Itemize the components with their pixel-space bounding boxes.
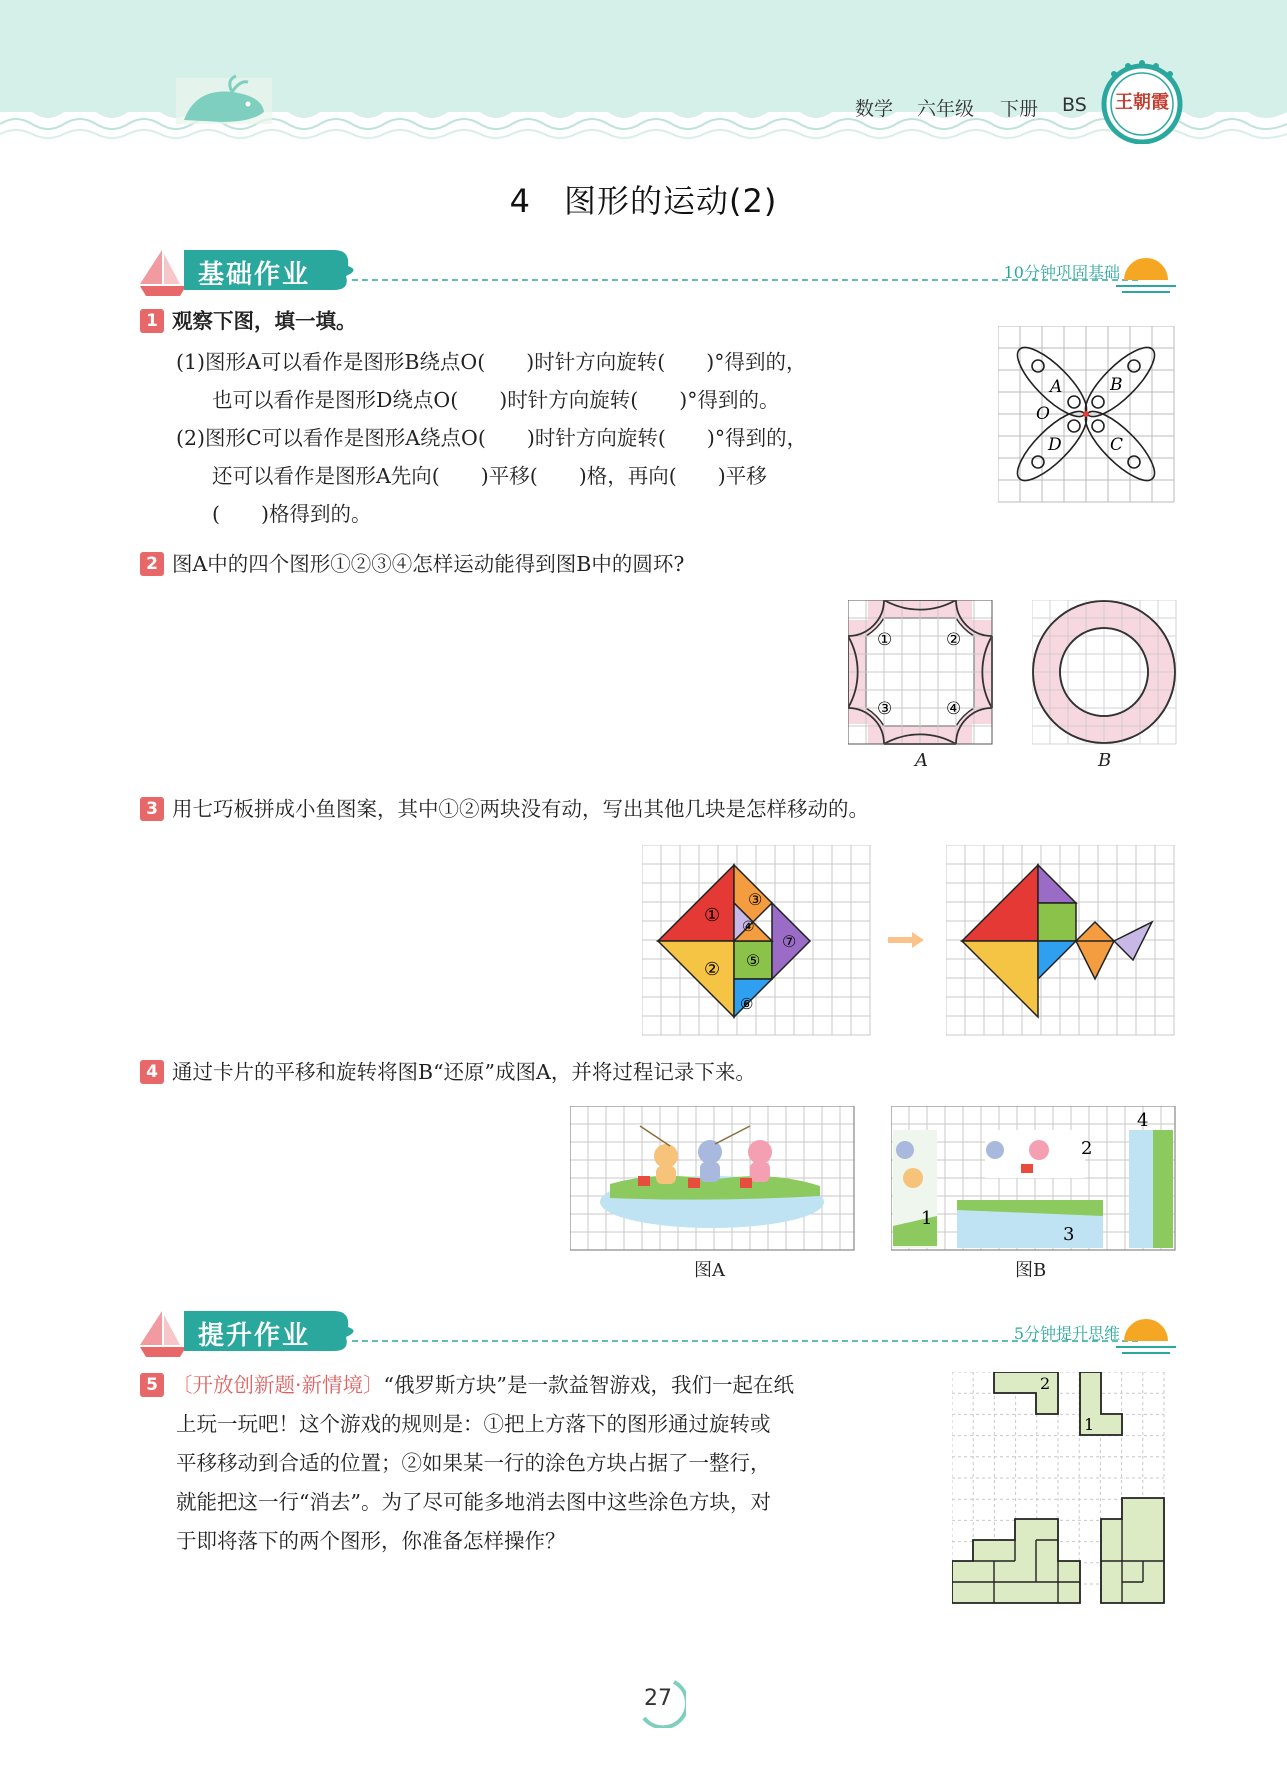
point-label-o: O [1036,404,1050,424]
tangram-label-4: ④ [742,919,755,935]
q3-tangram-square [642,845,872,1037]
page-title: 4 图形的运动(2) [509,182,778,220]
brand-logo [1100,60,1184,144]
subject-label: 数学 [855,98,894,120]
tetris-label-1: 1 [1084,1415,1095,1434]
tangram-label-3: ③ [748,890,763,909]
q5-tetris-board [952,1372,1168,1608]
question-number: 1 [140,309,164,333]
question-number: 3 [140,797,164,821]
whale-icon [176,76,272,124]
scrambled-card-1 [893,1130,937,1248]
petal-label-c: C [1110,435,1124,455]
card-label-3: 3 [1063,1224,1075,1245]
tangram-label-5: ⑤ [746,951,761,970]
question-number: 5 [140,1373,164,1397]
piece-label-4: ④ [946,699,962,719]
question-5-prompt-start: “俄罗斯方块”是一款益智游戏，我们一起在纸 [383,1373,794,1397]
question-1-title [140,302,357,340]
sailboat-icon [140,1311,186,1357]
section-header-advanced [140,1305,1180,1361]
sailboat-icon [140,250,186,296]
brand-name: 王朝霞 [1115,92,1169,113]
question-5-line-1 [140,1366,794,1404]
question-4-prompt: 通过卡片的平移和旋转将图B“还原”成图A，并将过程记录下来。 [172,1060,756,1084]
page-number-badge [630,1672,686,1728]
tangram-label-1: ① [704,905,721,926]
question-5-line-2: 上玩一玩吧！这个游戏的规则是：①把上方落下的图形通过旋转或 [176,1412,771,1436]
q3-tangram-fish [946,845,1176,1037]
q2-figure-a [848,600,994,746]
sunrise-icon [1116,1319,1176,1353]
question-2-prompt: 图A中的四个图形①②③④怎样运动能得到图B中的圆环? [172,552,685,576]
scrambled-card-4 [1129,1130,1173,1248]
question-4 [140,1053,756,1091]
section-tag-basic: 10分钟巩固基础 [1003,263,1120,282]
scrambled-card-3 [957,1200,1103,1248]
right-arrow-icon [888,932,928,948]
section-header-basic [140,244,1180,300]
q1-line-2: 也可以看作是图形D绕点O( )时针方向旋转( )°得到的。 [212,388,780,412]
card-label-1: 1 [921,1208,933,1229]
tangram-label-6: ⑥ [740,995,754,1013]
volume-label: 下册 [1000,98,1039,120]
page-number: 27 [644,1686,672,1711]
question-3 [140,790,869,828]
question-1-prompt: 观察下图，填一填。 [172,309,357,333]
q1-line-4: 还可以看作是图形A先向( )平移( )格，再向( )平移 [212,464,767,488]
sunrise-icon [1116,258,1176,292]
petal-label-a: A [1050,377,1063,397]
q4-caption-b: 图B [1015,1260,1047,1281]
question-number: 4 [140,1060,164,1084]
petal-label-d: D [1048,435,1062,455]
question-2 [140,545,684,583]
petal-label-b: B [1110,375,1123,395]
q2-caption-b: B [1098,750,1112,771]
q2-caption-a: A [915,750,928,771]
q4-caption-a: 图A [694,1260,725,1281]
q2-figure-b [1032,600,1178,746]
question-3-prompt: 用七巧板拼成小鱼图案，其中①②两块没有动，写出其他几块是怎样移动的。 [172,797,869,821]
q4-picture-a [570,1106,856,1252]
question-tag: 〔开放创新题·新情境〕 [172,1373,384,1397]
q1-line-3: (2)图形C可以看作是图形A绕点O( )时针方向旋转( )°得到的， [176,426,808,450]
card-label-2: 2 [1081,1138,1093,1159]
q4-picture-b [891,1106,1177,1252]
q1-petal-figure [998,326,1176,504]
piece-label-2: ② [946,630,962,650]
section-label-basic: 基础作业 [198,260,311,290]
q1-line-5: ( )格得到的。 [212,502,372,526]
edition-label: BS [1062,94,1087,116]
question-5-line-3: 平移移动到合适的位置；②如果某一行的涂色方块占据了一整行， [176,1451,771,1475]
card-label-4: 4 [1137,1110,1149,1131]
section-label-advanced: 提升作业 [198,1321,311,1351]
page-header [0,0,1287,160]
header-wave-background [0,0,1287,160]
tangram-label-7: ⑦ [782,932,797,951]
question-5-line-4: 就能把这一行“消去”。为了尽可能多地消去图中这些涂色方块，对 [176,1490,771,1514]
tangram-label-2: ② [704,959,721,980]
fishing-cats-illustration [600,1126,824,1228]
question-number: 2 [140,552,164,576]
piece-label-3: ③ [877,699,893,719]
tetris-label-2: 2 [1040,1374,1051,1393]
question-5-line-5: 于即将落下的两个图形，你准备怎样操作？ [176,1529,566,1553]
piece-label-1: ① [877,630,893,650]
q1-line-1: (1)图形A可以看作是图形B绕点O( )时针方向旋转( )°得到的， [176,350,807,374]
scrambled-card-2 [985,1130,1085,1178]
grade-label: 六年级 [917,98,975,120]
section-tag-advanced: 5分钟提升思维 [1013,1324,1120,1343]
